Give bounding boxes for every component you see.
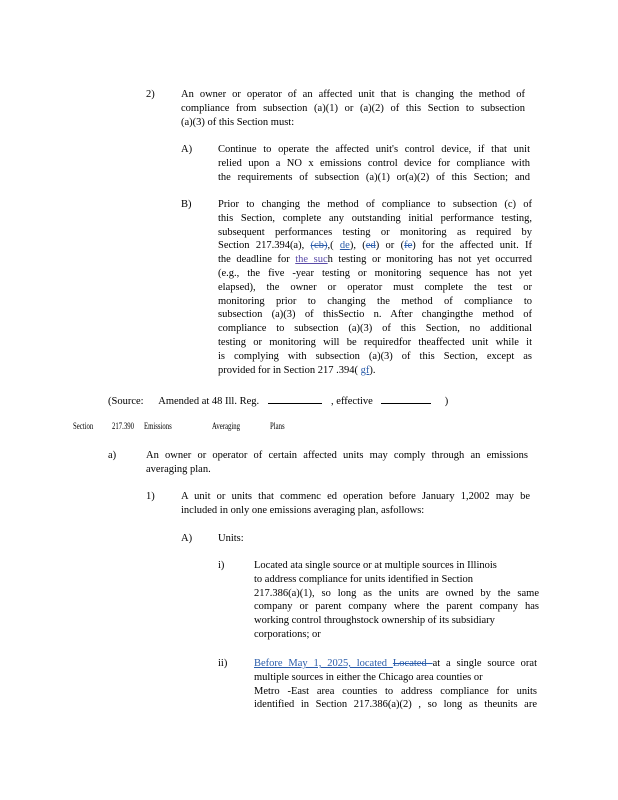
deleted-text: fe	[404, 240, 413, 252]
text-line: working control throughstock ownership of its subsidiary	[254, 615, 495, 627]
text-line: elapsed), the owner or operator must complete the test or	[218, 281, 532, 293]
deleted-text: (cb)	[310, 240, 328, 252]
text-line: compliance from subsection (a)(1) or (a)(2) of this Section to subsection	[181, 102, 525, 114]
text-line: compliance to subsection (a)(3) of this Section, no additional	[218, 323, 532, 335]
section-title-word: Plans	[270, 421, 285, 431]
text-run: Section 217.394(a),	[218, 240, 311, 252]
text-run: ,(	[327, 240, 340, 252]
item-A-label: A)	[181, 144, 193, 155]
text-line: (e.g., the five -year testing or monitoring sequence has not yet	[218, 267, 532, 279]
item-2-label: 2)	[146, 89, 155, 100]
register-blank	[268, 394, 322, 404]
text-line: identified in Section 217.386(a)(2) , so long as theunits are	[254, 699, 537, 711]
item-i-label: i)	[218, 560, 225, 571]
text-run: ), (	[349, 240, 366, 252]
item-A2-text: Units:	[218, 533, 244, 544]
text-line: multiple sources in either the Chicago area counties or	[254, 671, 483, 683]
item-A-text	[218, 143, 530, 184]
text-run: at a single source orat	[432, 658, 538, 669]
inserted-text: de	[339, 240, 350, 252]
text-run: h testing or monitoring has not yet occurred	[327, 254, 532, 266]
effective-date-blank	[381, 394, 431, 404]
text-line-with-edits	[218, 253, 532, 267]
inserted-text: the suc	[295, 254, 328, 266]
text-run: ).	[369, 364, 376, 376]
text-line: is complying with subsection (a)(3) of this Section, except as	[218, 350, 532, 362]
text-run: ) or (	[375, 240, 405, 252]
text-line-with-edits	[218, 364, 532, 378]
item-i-text	[254, 559, 539, 642]
item-B-text	[218, 198, 532, 377]
text-line: testing or monitoring will be requiredfor theaffected unit while it	[218, 336, 532, 348]
text-line: Prior to changing the method of compliance to subsection (c) of	[218, 199, 532, 210]
text-line-with-edits	[218, 239, 532, 253]
text-line: A unit or units that commenc ed operation before January 1,2002 may be	[181, 491, 530, 502]
item-B-label: B)	[181, 199, 192, 210]
text-line: An owner or operator of certain affected units may comply through an emissions	[146, 450, 528, 461]
text-line: Metro -East area counties to address compliance for units	[254, 685, 537, 697]
deleted-text: ed	[365, 240, 376, 252]
text-line: included in only one emissions averaging plan, asfollows:	[181, 504, 425, 516]
text-line: relied upon a NO x emissions control device for compliance with	[218, 157, 530, 169]
source-effective: , effective	[331, 396, 373, 407]
item-1-label: 1)	[146, 491, 155, 502]
text-line: monitoring prior to changing the method of compliance to	[218, 295, 532, 307]
text-line: 217.386(a)(1), so long as the units are owned by the same	[254, 587, 539, 599]
item-ii-text	[254, 657, 537, 712]
text-line: to address compliance for units identified in Section	[254, 573, 473, 585]
text-line: Located ata single source or at multiple sources in Illinois	[254, 560, 497, 571]
text-line: (a)(3) of this Section must:	[181, 116, 295, 128]
section-title-word: Averaging	[212, 421, 240, 431]
item-1-text	[181, 490, 530, 518]
text-line-with-edits	[254, 657, 537, 671]
source-close: )	[444, 396, 449, 407]
item-a-text	[146, 449, 528, 477]
item-A2-label: A)	[181, 533, 193, 544]
section-label: Section	[73, 421, 94, 431]
item-ii-label: ii)	[218, 658, 228, 669]
text-run: provided for in Section 217 .394(	[218, 364, 361, 376]
text-line: the requirements of subsection (a)(1) or(a)(2) of this Section; and	[218, 171, 530, 183]
deleted-text: Located	[392, 658, 433, 669]
text-line: subsection (a)(3) of thisSectio n. After changingthe method of	[218, 309, 532, 321]
text-line: company or parent company where the parent company has	[254, 601, 539, 613]
text-line: Continue to operate the affected unit's control device, if that unit	[218, 144, 530, 155]
text-line: subsequent performances testing or monitoring as required by	[218, 226, 532, 238]
source-line	[108, 394, 448, 409]
text-line: averaging plan.	[146, 463, 211, 475]
text-line: this Section, complete any outstanding initial performance testing,	[218, 212, 532, 224]
inserted-text: Before May 1, 2025, located	[254, 658, 393, 669]
source-label: (Source:	[108, 396, 144, 407]
text-run: the deadline for	[218, 254, 296, 266]
text-line: corporations; or	[254, 628, 321, 640]
item-a-label: a)	[108, 450, 117, 461]
text-line: An owner or operator of an affected unit that is changing the method of	[181, 89, 525, 100]
source-amended: Amended at 48 Ill. Reg.	[158, 396, 260, 407]
section-number: 217.390	[112, 421, 134, 431]
item-2-text	[181, 88, 525, 129]
section-title-word: Emissions	[144, 421, 172, 431]
text-run: ) for the affected unit. If	[412, 240, 533, 252]
inserted-text: gf	[360, 364, 370, 376]
